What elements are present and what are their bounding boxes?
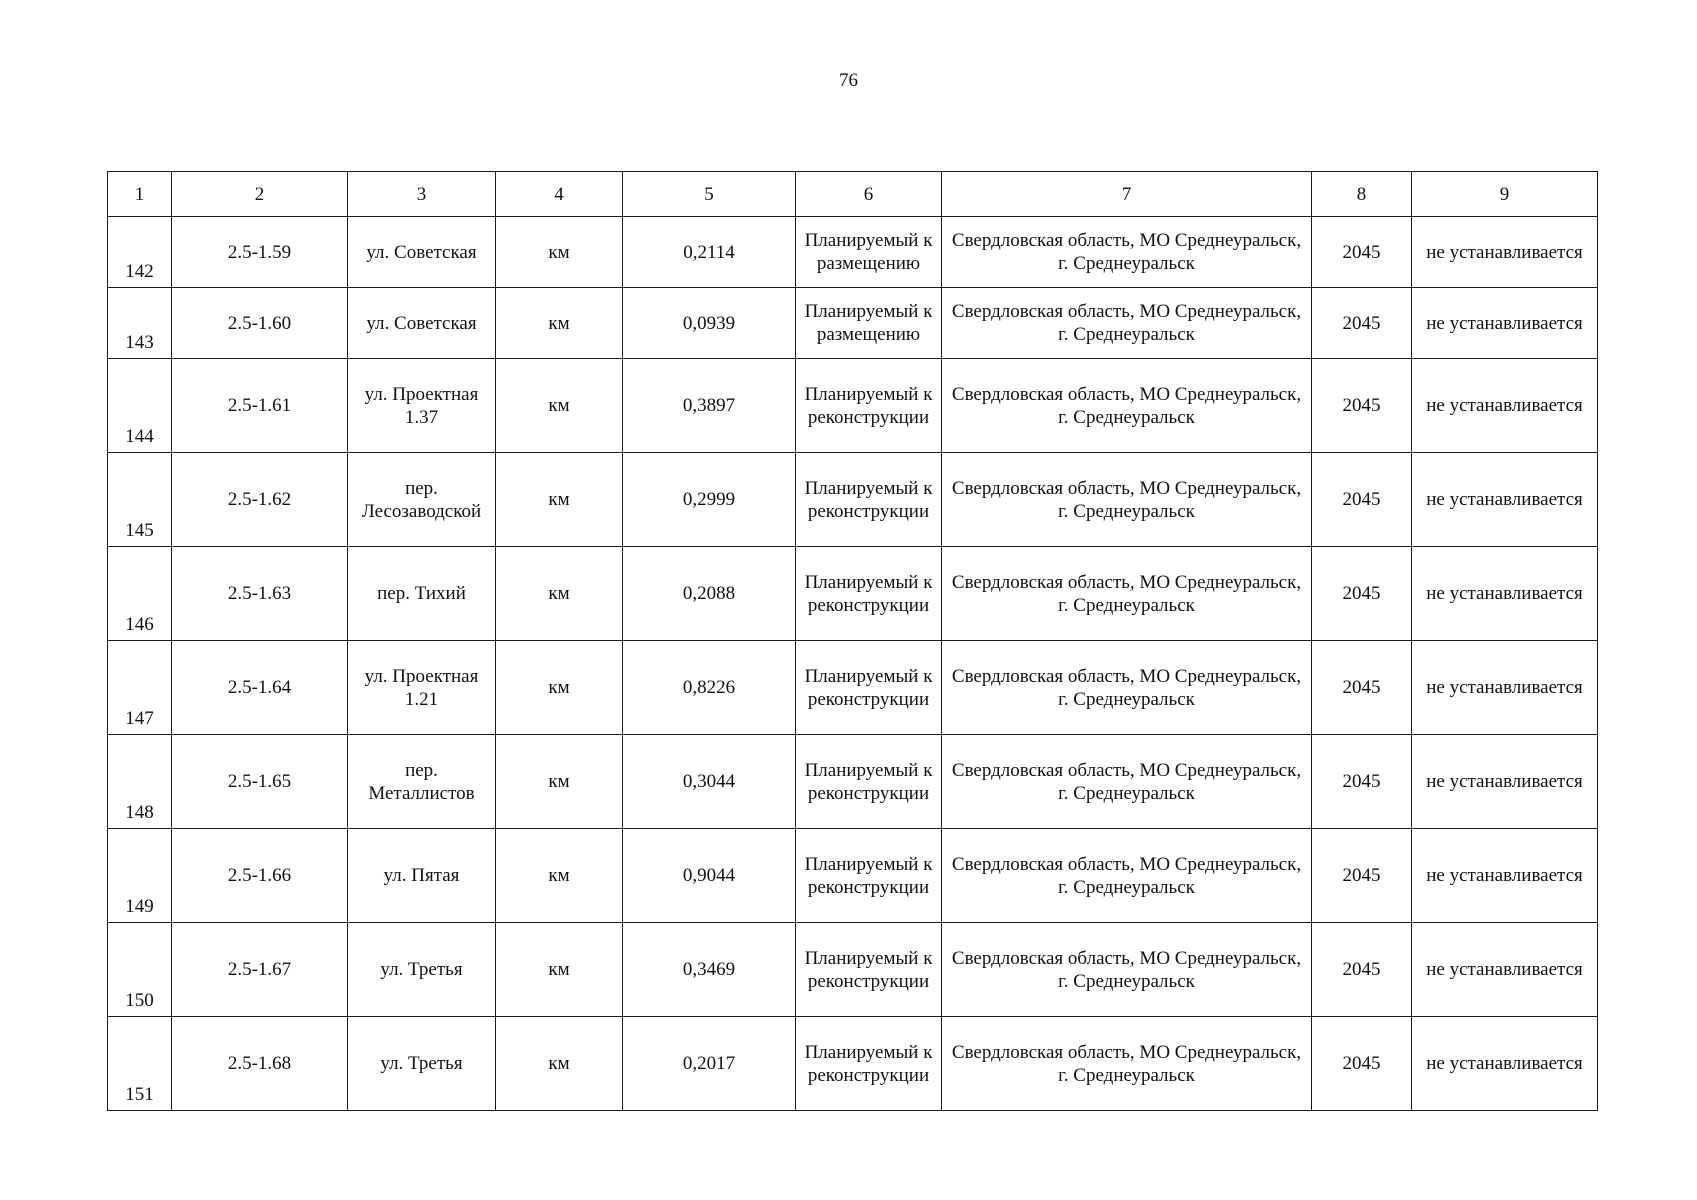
status: Планируемый к реконструкции: [796, 359, 942, 453]
location: Свердловская область, МО Среднеуральск, г. Среднеуральск: [942, 547, 1312, 641]
object-code: 2.5-1.62: [172, 453, 348, 547]
header-cell: 4: [496, 172, 623, 217]
row-number: 149: [108, 829, 172, 923]
value: 0,2017: [623, 1017, 796, 1111]
zone: не устанавливается: [1412, 359, 1598, 453]
table-row: [108, 641, 1598, 735]
header-row: [108, 172, 1598, 217]
table-row: [108, 829, 1598, 923]
value: 0,8226: [623, 641, 796, 735]
row-number: 144: [108, 359, 172, 453]
year: 2045: [1312, 453, 1412, 547]
object-name: ул. Советская: [348, 288, 496, 359]
object-name: пер. Лесозаводской: [348, 453, 496, 547]
location: Свердловская область, МО Среднеуральск, г. Среднеуральск: [942, 288, 1312, 359]
zone: не устанавливается: [1412, 1017, 1598, 1111]
object-name: ул. Третья: [348, 923, 496, 1017]
status: Планируемый к размещению: [796, 288, 942, 359]
unit: км: [496, 217, 623, 288]
table-row: [108, 923, 1598, 1017]
page-number: 76: [839, 70, 858, 91]
row-number: 145: [108, 453, 172, 547]
zone: не устанавливается: [1412, 547, 1598, 641]
table-row: [108, 453, 1598, 547]
year: 2045: [1312, 217, 1412, 288]
year: 2045: [1312, 735, 1412, 829]
row-number: 142: [108, 217, 172, 288]
objects-table: [107, 171, 1598, 1111]
status: Планируемый к реконструкции: [796, 1017, 942, 1111]
unit: км: [496, 641, 623, 735]
row-number: 150: [108, 923, 172, 1017]
header-cell: 5: [623, 172, 796, 217]
status: Планируемый к реконструкции: [796, 547, 942, 641]
unit: км: [496, 735, 623, 829]
row-number: 148: [108, 735, 172, 829]
object-code: 2.5-1.61: [172, 359, 348, 453]
year: 2045: [1312, 359, 1412, 453]
unit: км: [496, 453, 623, 547]
location: Свердловская область, МО Среднеуральск, г. Среднеуральск: [942, 453, 1312, 547]
object-name: ул. Пятая: [348, 829, 496, 923]
object-name: ул. Проектная 1.21: [348, 641, 496, 735]
table-row: [108, 547, 1598, 641]
year: 2045: [1312, 641, 1412, 735]
header-cell: 8: [1312, 172, 1412, 217]
location: Свердловская область, МО Среднеуральск, г. Среднеуральск: [942, 735, 1312, 829]
zone: не устанавливается: [1412, 288, 1598, 359]
location: Свердловская область, МО Среднеуральск, г. Среднеуральск: [942, 217, 1312, 288]
header-cell: 6: [796, 172, 942, 217]
header-cell: 2: [172, 172, 348, 217]
table-row: [108, 735, 1598, 829]
value: 0,2999: [623, 453, 796, 547]
year: 2045: [1312, 547, 1412, 641]
value: 0,3897: [623, 359, 796, 453]
status: Планируемый к реконструкции: [796, 829, 942, 923]
unit: км: [496, 359, 623, 453]
row-number: 146: [108, 547, 172, 641]
object-code: 2.5-1.65: [172, 735, 348, 829]
unit: км: [496, 829, 623, 923]
location: Свердловская область, МО Среднеуральск, г. Среднеуральск: [942, 829, 1312, 923]
object-code: 2.5-1.67: [172, 923, 348, 1017]
status: Планируемый к реконструкции: [796, 641, 942, 735]
value: 0,0939: [623, 288, 796, 359]
object-code: 2.5-1.59: [172, 217, 348, 288]
zone: не устанавливается: [1412, 829, 1598, 923]
status: Планируемый к размещению: [796, 217, 942, 288]
location: Свердловская область, МО Среднеуральск, г. Среднеуральск: [942, 1017, 1312, 1111]
object-name: ул. Проектная 1.37: [348, 359, 496, 453]
unit: км: [496, 1017, 623, 1111]
status: Планируемый к реконструкции: [796, 735, 942, 829]
row-number: 151: [108, 1017, 172, 1111]
zone: не устанавливается: [1412, 923, 1598, 1017]
status: Планируемый к реконструкции: [796, 923, 942, 1017]
object-code: 2.5-1.60: [172, 288, 348, 359]
value: 0,3469: [623, 923, 796, 1017]
year: 2045: [1312, 829, 1412, 923]
unit: км: [496, 288, 623, 359]
header-cell: 3: [348, 172, 496, 217]
row-number: 143: [108, 288, 172, 359]
zone: не устанавливается: [1412, 217, 1598, 288]
table-row: [108, 217, 1598, 288]
header-cell: 7: [942, 172, 1312, 217]
unit: км: [496, 923, 623, 1017]
table-row: [108, 288, 1598, 359]
object-name: пер. Тихий: [348, 547, 496, 641]
object-code: 2.5-1.66: [172, 829, 348, 923]
value: 0,2088: [623, 547, 796, 641]
row-number: 147: [108, 641, 172, 735]
year: 2045: [1312, 923, 1412, 1017]
header-cell: 9: [1412, 172, 1598, 217]
object-code: 2.5-1.68: [172, 1017, 348, 1111]
location: Свердловская область, МО Среднеуральск, г. Среднеуральск: [942, 641, 1312, 735]
table-row: [108, 359, 1598, 453]
object-name: ул. Советская: [348, 217, 496, 288]
year: 2045: [1312, 288, 1412, 359]
object-code: 2.5-1.64: [172, 641, 348, 735]
table-row: [108, 1017, 1598, 1111]
status: Планируемый к реконструкции: [796, 453, 942, 547]
value: 0,2114: [623, 217, 796, 288]
zone: не устанавливается: [1412, 735, 1598, 829]
location: Свердловская область, МО Среднеуральск, г. Среднеуральск: [942, 359, 1312, 453]
zone: не устанавливается: [1412, 453, 1598, 547]
location: Свердловская область, МО Среднеуральск, г. Среднеуральск: [942, 923, 1312, 1017]
unit: км: [496, 547, 623, 641]
zone: не устанавливается: [1412, 641, 1598, 735]
header-cell: 1: [108, 172, 172, 217]
value: 0,3044: [623, 735, 796, 829]
object-code: 2.5-1.63: [172, 547, 348, 641]
year: 2045: [1312, 1017, 1412, 1111]
object-name: ул. Третья: [348, 1017, 496, 1111]
value: 0,9044: [623, 829, 796, 923]
object-name: пер. Металлистов: [348, 735, 496, 829]
